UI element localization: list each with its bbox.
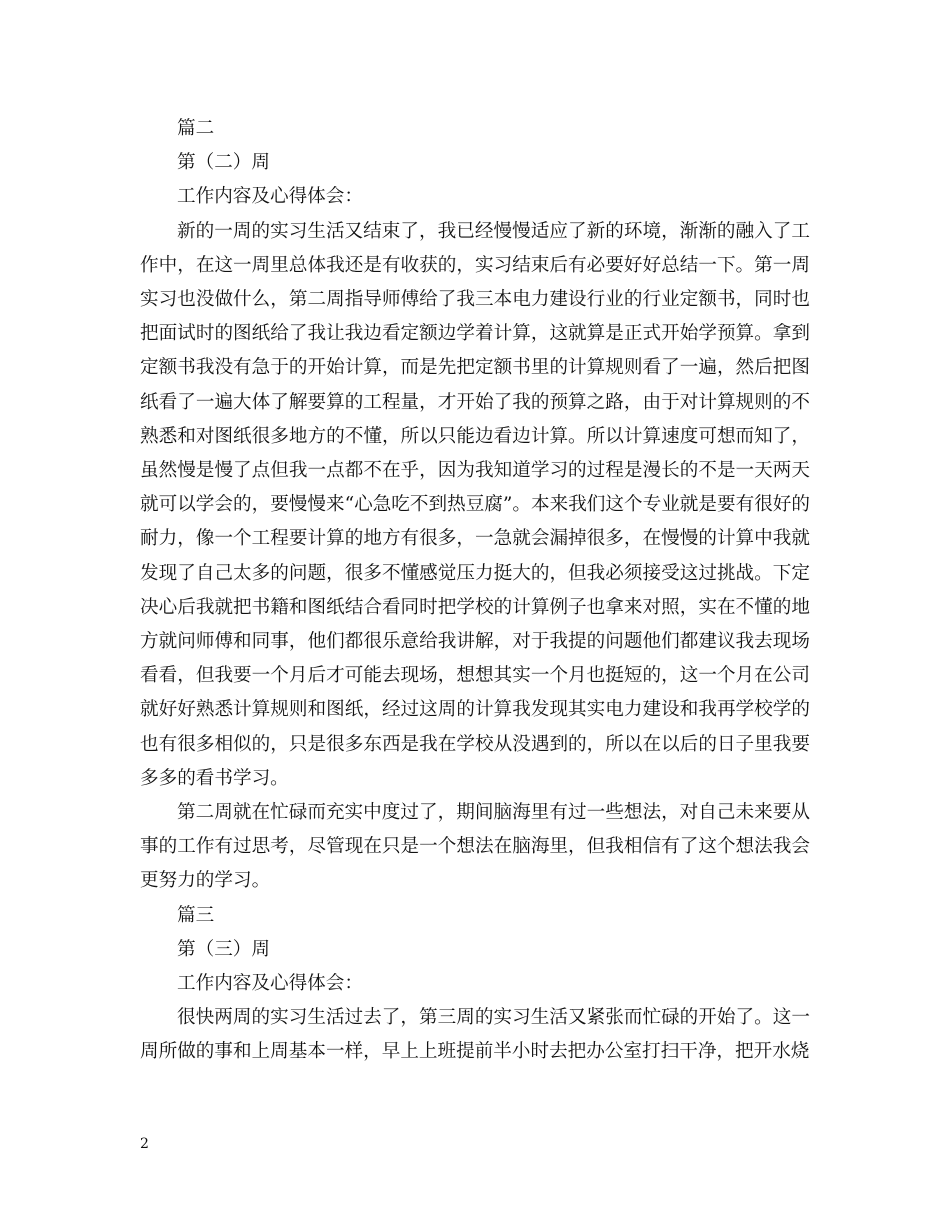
week-title: 第（二）周	[177, 152, 270, 174]
content-heading: 工作内容及心得体会：	[177, 186, 363, 208]
body-paragraph: 很快两周的实习生活过去了，第三周的实习生活又紧张而忙碌的开始了。这一周所做的事和上周基本一样，早上上班提前半小时去把办公室打扫干净，把开水烧	[140, 1007, 810, 1063]
section-label: 篇三	[177, 904, 215, 926]
body-paragraph: 第二周就在忙碌而充实中度过了，期间脑海里有过一些想法，对自己未来要从事的工作有过思考，尽管现在只是一个想法在脑海里，但我相信有了这个想法我会更努力的学习。	[140, 802, 810, 892]
section-label: 篇二	[177, 118, 215, 139]
page-number: 2	[140, 1136, 149, 1152]
body-paragraph: 新的一周的实习生活又结束了，我已经慢慢适应了新的环境，渐渐的融入了工作中，在这一周里总体我还是有收获的，实习结束后有必要好好总结一下。第一周实习也没做什么，第二周指导师傅给了我三本电力建设行业的行业定额书，同时也把面试时的图纸给了我让我边看定额边学着计算，这就算是正式开始学预算。拿到定额书我没有急于的开始计算，而是先把定额书里的计算规则看了一遍，然后把图纸看了一遍大体了解要算的工程量，才开始了我的预算之路，由于对计算规则的不熟悉和对图纸很多地方的不懂，所以只能边看边计算。所以计算速度可想而知了，虽然慢是慢了点但我一点都不在乎，因为我知道学习的过程是漫长的不是一天两天就可以学会的，要慢慢来“心急吃不到热豆腐”。本来我们这个专业就是要有很好的耐力，像一个工程要计算的地方有很多，一急就会漏掉很多，在慢慢的计算中我就发现了自己太多的问题，很多不懂感觉压力挺大的，但我必须接受这过挑战。下定决心后我就把书籍和图纸结合看同时把学校的计算例子也拿来对照，实在不懂的地方就问师傅和同事，他们都很乐意给我讲解，对于我提的问题他们都建议我去现场看看，但我要一个月后才可能去现场，想想其实一个月也挺短的，这一个月在公司就好好熟悉计算规则和图纸，经过这周的计算我发现其实电力建设和我再学校学的也有很多相似的，只是很多东西是我在学校从没遇到的，所以在以后的日子里我要多多的看书学习。	[140, 220, 810, 789]
week-title: 第（三）周	[177, 938, 270, 960]
document-body	[140, 112, 810, 1070]
content-heading: 工作内容及心得体会：	[177, 973, 363, 995]
